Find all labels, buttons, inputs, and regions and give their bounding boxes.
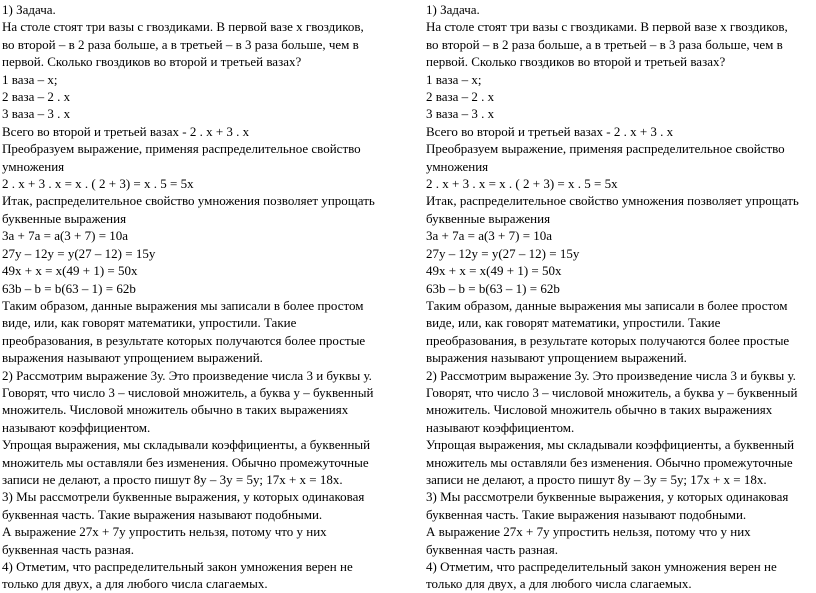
text-line: умножения — [426, 158, 489, 174]
text-line: буквенные выражения — [426, 210, 551, 226]
text-line: множитель. Числовой множитель обычно в таких выражениях — [426, 402, 773, 418]
text-line: На столе стоят три вазы с гвоздиками. В первой вазе х гвоздиков, — [426, 19, 788, 35]
text-line: записи не делают, а просто пишут 8у – 3у = 5у; 17х + х = 18х. — [426, 471, 767, 487]
text-line: Упрощая выражения, мы складывали коэффициенты, а буквенный — [426, 437, 795, 453]
text-line: первой. Сколько гвоздиков во второй и третьей вазах? — [2, 54, 302, 70]
text-line: во второй – в 2 раза больше, а в третьей – в 3 раза больше, чем в — [2, 36, 359, 52]
text-line: во второй – в 2 раза больше, а в третьей – в 3 раза больше, чем в — [426, 36, 783, 52]
text-line: виде, или, как говорят математики, упростили. Такие — [426, 315, 721, 331]
text-line: 63b – b = b(63 – 1) = 62b — [2, 280, 136, 296]
text-line: Таким образом, данные выражения мы записали в более простом — [2, 297, 364, 313]
text-line: называют коэффициентом. — [426, 419, 575, 435]
text-line: 3 ваза – 3 . х — [426, 106, 495, 122]
text-line: Преобразуем выражение, применяя распределительное свойство — [426, 141, 785, 157]
text-line: 27у – 12у = у(27 – 12) = 15у — [426, 245, 580, 261]
text-line: множитель. Числовой множитель обычно в таких выражениях — [2, 402, 349, 418]
text-line: 2) Рассмотрим выражение 3у. Это произведение числа 3 и буквы у. — [426, 367, 796, 383]
text-line: записи не делают, а просто пишут 8у – 3у = 5у; 17х + х = 18х. — [2, 471, 343, 487]
right-text-column — [426, 1, 816, 593]
text-line: умножения — [2, 158, 65, 174]
text-line: 2 ваза – 2 . х — [2, 89, 71, 105]
text-line: 49х + х = х(49 + 1) = 50х — [426, 263, 562, 279]
text-line: буквенная часть. Такие выражения называют подобными. — [2, 506, 323, 522]
text-line: преобразования, в результате которых получаются более простые — [426, 332, 790, 348]
text-line: 27у – 12у = у(27 – 12) = 15у — [2, 245, 156, 261]
text-line: Всего во второй и третьей вазах - 2 . х + 3 . х — [2, 123, 250, 139]
text-line: буквенная часть разная. — [426, 541, 558, 557]
text-line: 3 ваза – 3 . х — [2, 106, 71, 122]
text-line: А выражение 27х + 7у упростить нельзя, потому что у них — [2, 524, 327, 540]
text-line: Таким образом, данные выражения мы записали в более простом — [426, 297, 788, 313]
text-line: множитель мы оставляли без изменения. Обычно промежуточные — [426, 454, 793, 470]
text-line: 1 ваза – х; — [426, 71, 482, 87]
text-line: 2 ваза – 2 . х — [426, 89, 495, 105]
text-line: 3) Мы рассмотрели буквенные выражения, у которых одинаковая — [2, 489, 365, 505]
text-line: только для двух, а для любого числа слагаемых. — [2, 576, 268, 592]
text-line: 3а + 7а = а(3 + 7) = 10а — [426, 228, 553, 244]
text-line: 2 . х + 3 . х = х . ( 2 + 3) = х . 5 = 5х — [426, 176, 618, 192]
text-line: множитель мы оставляли без изменения. Обычно промежуточные — [2, 454, 369, 470]
text-line: 63b – b = b(63 – 1) = 62b — [426, 280, 560, 296]
text-line: 49х + х = х(49 + 1) = 50х — [2, 263, 138, 279]
text-line: только для двух, а для любого числа слагаемых. — [426, 576, 692, 592]
text-line: виде, или, как говорят математики, упростили. Такие — [2, 315, 297, 331]
text-line: первой. Сколько гвоздиков во второй и третьей вазах? — [426, 54, 726, 70]
text-line: называют коэффициентом. — [2, 419, 151, 435]
text-line: На столе стоят три вазы с гвоздиками. В первой вазе х гвоздиков, — [2, 19, 364, 35]
text-line: выражения называют упрощением выражений. — [2, 350, 263, 366]
left-text-column — [2, 1, 394, 593]
text-line: 1) Задача. — [426, 2, 480, 17]
text-line: Говорят, что число 3 – числовой множитель, а буква у – буквенный — [2, 384, 374, 400]
text-line: буквенная часть разная. — [2, 541, 134, 557]
text-line: Преобразуем выражение, применяя распределительное свойство — [2, 141, 361, 157]
text-line: 1 ваза – х; — [2, 71, 58, 87]
text-line: 4) Отметим, что распределительный закон умножения верен не — [2, 559, 353, 574]
text-line: 1) Задача. — [2, 2, 56, 17]
text-line: 3а + 7а = а(3 + 7) = 10а — [2, 228, 129, 244]
text-line: 2) Рассмотрим выражение 3у. Это произведение числа 3 и буквы у. — [2, 367, 372, 383]
text-line: преобразования, в результате которых получаются более простые — [2, 332, 366, 348]
text-line: А выражение 27х + 7у упростить нельзя, потому что у них — [426, 524, 751, 540]
text-line: буквенная часть. Такие выражения называют подобными. — [426, 506, 747, 522]
text-line: 2 . х + 3 . х = х . ( 2 + 3) = х . 5 = 5х — [2, 176, 194, 192]
text-line: 3) Мы рассмотрели буквенные выражения, у которых одинаковая — [426, 489, 789, 505]
text-line: выражения называют упрощением выражений. — [426, 350, 687, 366]
text-line: Упрощая выражения, мы складывали коэффициенты, а буквенный — [2, 437, 371, 453]
text-line: 4) Отметим, что распределительный закон умножения верен не — [426, 559, 777, 574]
text-line: Говорят, что число 3 – числовой множитель, а буква у – буквенный — [426, 384, 798, 400]
text-line: Всего во второй и третьей вазах - 2 . х + 3 . х — [426, 123, 674, 139]
text-line: Итак, распределительное свойство умножения позволяет упрощать — [426, 193, 799, 209]
text-line: буквенные выражения — [2, 210, 127, 226]
text-line: Итак, распределительное свойство умножения позволяет упрощать — [2, 193, 375, 209]
